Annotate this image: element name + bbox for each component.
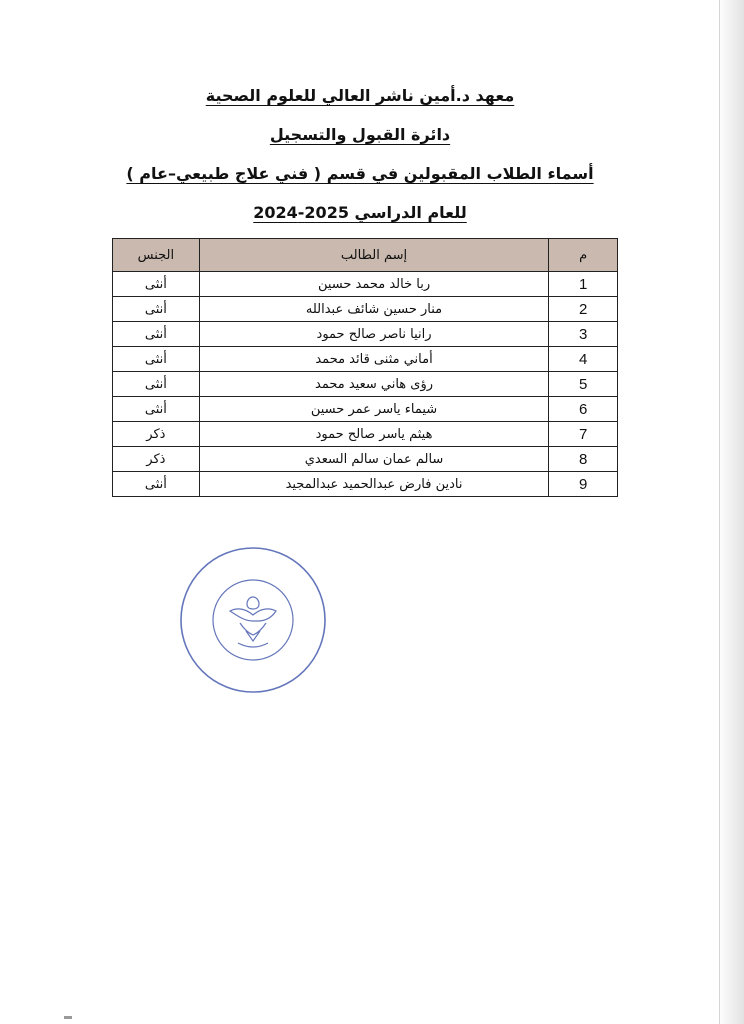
- student-gender: ذكر: [113, 447, 200, 472]
- table-row: [113, 347, 618, 372]
- table-row: [113, 372, 618, 397]
- student-gender: أنثى: [113, 472, 200, 497]
- row-number: 9: [549, 472, 618, 497]
- official-seal-stamp: [178, 545, 328, 695]
- header-gender: الجنس: [113, 239, 200, 272]
- seal-inner-ring: [213, 580, 293, 660]
- row-number: 6: [549, 397, 618, 422]
- student-gender: أنثى: [113, 297, 200, 322]
- eagle-emblem-icon: [230, 597, 276, 647]
- student-gender: أنثى: [113, 347, 200, 372]
- student-gender: ذكر: [113, 422, 200, 447]
- table-row: [113, 272, 618, 297]
- seal-outer-ring: [181, 548, 325, 692]
- table-row: [113, 322, 618, 347]
- scan-mark: [64, 1016, 72, 1019]
- row-number: 4: [549, 347, 618, 372]
- student-name: رانيا ناصر صالح حمود: [199, 322, 549, 347]
- student-name: ربا خالد محمد حسين: [199, 272, 549, 297]
- student-name: رؤى هاني سعيد محمد: [199, 372, 549, 397]
- table-row: [113, 472, 618, 497]
- student-name: نادين فارض عبدالحميد عبدالمجيد: [199, 472, 549, 497]
- department-title: دائرة القبول والتسجيل: [269, 125, 451, 144]
- student-gender: أنثى: [113, 372, 200, 397]
- student-gender: أنثى: [113, 272, 200, 297]
- page-edge-line: [719, 0, 720, 1024]
- row-number: 7: [549, 422, 618, 447]
- list-title: أسماء الطلاب المقبولين في قسم ( فني علاج طبيعي–عام ): [126, 164, 594, 183]
- header-number: م: [549, 239, 618, 272]
- row-number: 3: [549, 322, 618, 347]
- header-student-name: إسم الطالب: [199, 239, 549, 272]
- row-number: 8: [549, 447, 618, 472]
- table-row: [113, 397, 618, 422]
- page-edge-shadow: [718, 0, 744, 1024]
- student-gender: أنثى: [113, 397, 200, 422]
- academic-year: للعام الدراسي 2025-2024: [253, 203, 467, 222]
- table-row: [113, 422, 618, 447]
- student-name: منار حسين شائف عبدالله: [199, 297, 549, 322]
- table-row: [113, 447, 618, 472]
- students-table: [112, 238, 618, 497]
- student-gender: أنثى: [113, 322, 200, 347]
- row-number: 5: [549, 372, 618, 397]
- student-name: شيماء ياسر عمر حسين: [199, 397, 549, 422]
- row-number: 2: [549, 297, 618, 322]
- institute-title: معهد د.أمين ناشر العالي للعلوم الصحية: [205, 86, 515, 105]
- student-name: أماني مثنى قائد محمد: [199, 347, 549, 372]
- table-row: [113, 297, 618, 322]
- student-name: سالم عمان سالم السعدي: [199, 447, 549, 472]
- row-number: 1: [549, 272, 618, 297]
- table-header-row: [113, 239, 618, 272]
- student-name: هيثم ياسر صالح حمود: [199, 422, 549, 447]
